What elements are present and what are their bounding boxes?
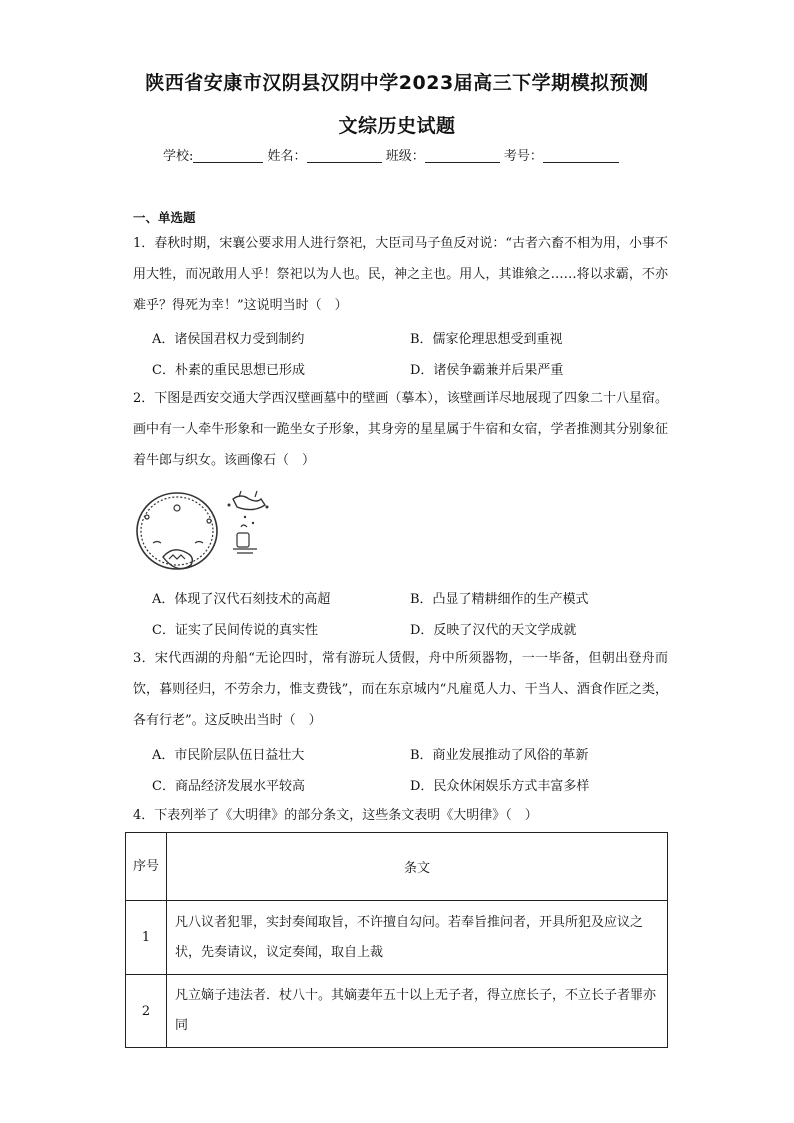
student-info-row bbox=[163, 145, 619, 164]
class-label: 班级： bbox=[385, 149, 425, 164]
question-4-stem: 4．下表列举了《大明律》的部分条文，这些条文表明《大明律》（ ） bbox=[133, 808, 538, 823]
page-title: 陕西省安康市汉阴县汉阴中学2023届高三下学期模拟预测 bbox=[145, 72, 649, 94]
school-label: 学校: bbox=[163, 149, 194, 164]
table-header-num: 序号 bbox=[126, 833, 167, 901]
number-blank[interactable] bbox=[543, 148, 619, 163]
school-blank[interactable] bbox=[193, 148, 263, 163]
number-label: 考号： bbox=[503, 149, 543, 164]
table-cell-text: 凡八议者犯罪，实封奏闻取旨，不许擅自勾问。若奉旨推问者，开具所犯及应议之状，先奏请议，议定奏闻，取自上裁 bbox=[167, 901, 668, 975]
class-blank[interactable] bbox=[425, 148, 500, 163]
question-3-stem: 3．宋代西湖的舟船“无论四时，常有游玩人赁假，舟中所须器物，一一毕备，但朝出登舟而饮，暮则径归，不劳余力，惟支费钱”，而在东京城内“凡雇觅人力、干当人、酒食作匠之类，各有行老”。这反映出当时（ ） bbox=[133, 651, 668, 728]
question-2-option-d[interactable]: D．反映了汉代的天文学成就 bbox=[410, 623, 577, 638]
mural-image bbox=[133, 487, 273, 582]
question-3-option-d[interactable]: D．民众休闲娱乐方式丰富多样 bbox=[410, 779, 590, 794]
section-heading: 一、单选题 bbox=[133, 210, 196, 225]
question-3-option-b[interactable]: B．商业发展推动了风俗的革新 bbox=[410, 748, 589, 763]
name-blank[interactable] bbox=[307, 148, 382, 163]
table-cell-num: 2 bbox=[126, 975, 167, 1048]
name-label: 姓名： bbox=[267, 149, 307, 164]
table-cell-num: 1 bbox=[126, 901, 167, 975]
table-header-text: 条文 bbox=[167, 833, 668, 901]
question-1-option-c[interactable]: C．朴素的重民思想已形成 bbox=[152, 363, 305, 378]
question-3-option-a[interactable]: A．市民阶层队伍日益壮大 bbox=[152, 748, 305, 763]
table-row bbox=[126, 901, 668, 975]
question-2-option-a[interactable]: A．体现了汉代石刻技术的高超 bbox=[152, 592, 331, 607]
question-1-option-d[interactable]: D．诸侯争霸兼并后果严重 bbox=[410, 363, 564, 378]
page-subtitle: 文综历史试题 bbox=[338, 115, 456, 137]
question-1-option-a[interactable]: A．诸侯国君权力受到制约 bbox=[152, 332, 305, 347]
table-row bbox=[126, 975, 668, 1048]
question-1-option-b[interactable]: B．儒家伦理思想受到重视 bbox=[410, 332, 563, 347]
question-1-stem: 1．春秋时期，宋襄公要求用人进行祭祀，大臣司马子鱼反对说：“古者六畜不相为用，小事不用大牲，而况敢用人乎！祭祀以为人也。民，神之主也。用人，其谁飨之……将以求霸，不亦难乎？得死为幸！”这说明当时（ ） bbox=[133, 236, 668, 313]
question-2-option-c[interactable]: C．证实了民间传说的真实性 bbox=[152, 623, 318, 638]
table-cell-text: 凡立嫡子违法者．杖八十。其嫡妻年五十以上无子者，得立庶长子，不立长子者罪亦同 bbox=[167, 975, 668, 1048]
question-2-stem: 2．下图是西安交通大学西汉壁画墓中的壁画（摹本），该壁画详尽地展现了四象二十八星宿。画中有一人牵牛形象和一跪坐女子形象，其身旁的星星属于牛宿和女宿，学者推测其分别象征着牛郎与织女。该画像石（ ） bbox=[133, 391, 668, 468]
question-2-option-b[interactable]: B．凸显了精耕细作的生产模式 bbox=[410, 592, 589, 607]
question-3-option-c[interactable]: C．商品经济发展水平较高 bbox=[152, 779, 305, 794]
table-header-row bbox=[126, 833, 668, 901]
law-articles-table bbox=[125, 832, 668, 1048]
